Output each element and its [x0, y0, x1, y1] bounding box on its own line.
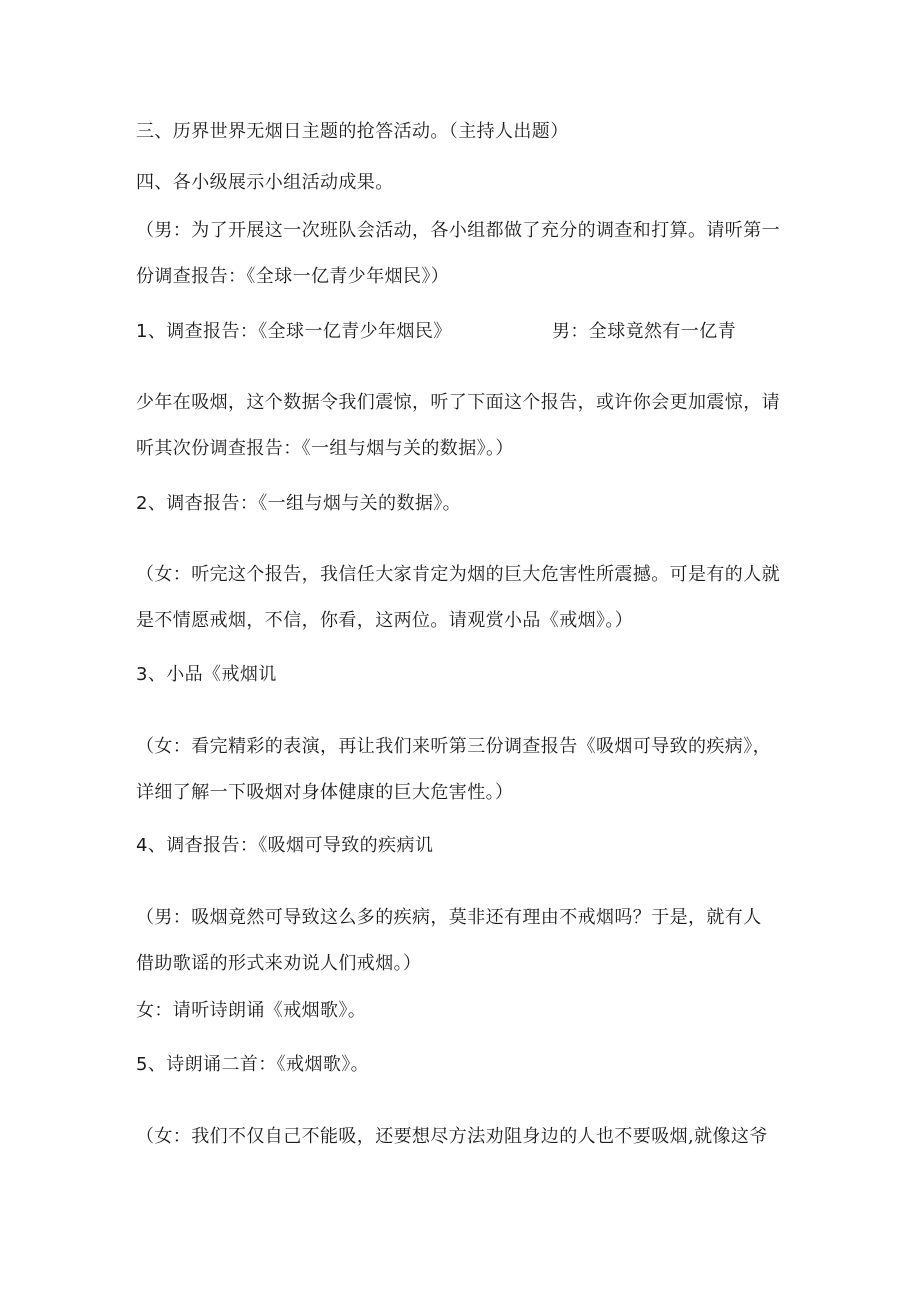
host-male-line-2: [136, 953, 421, 975]
section-three-line: [136, 121, 569, 143]
host-male-intro-line: [136, 220, 780, 242]
text-line: 、小品《戒烟讥: [147, 664, 277, 685]
text-line: 详细了解一下吸烟对身体健康的巨大危害性。）: [136, 782, 514, 803]
text-line: （女：看完精彩的表演，再让我们来听第三份调查报告《吸烟可导致的疾病》，: [136, 736, 771, 757]
text-line: （女：听完这个报告，我信任大家肯定为烟的巨大危害性所震撼。可是有的人就: [136, 564, 780, 585]
text-line: 、诗朗诵二首：《戒烟歌》。: [147, 1054, 370, 1075]
item-number: 3: [136, 664, 148, 685]
text-line: 女：请听诗朗诵《戒烟歌》。: [136, 1000, 367, 1021]
text-line: 份调查报告：《全球一亿青少年烟民》）: [136, 266, 450, 287]
item-4-line: [136, 835, 433, 857]
host-female-line: [136, 564, 780, 586]
section-four-line: [136, 172, 394, 194]
male-speaker-text: 男：全球竟然有一亿青: [552, 321, 736, 342]
host-male-line: [136, 907, 762, 929]
item-3-line: [136, 664, 277, 686]
item-1-line: [136, 321, 796, 343]
text-line: 、调查报告：《全球一亿青少年烟民》: [147, 321, 452, 342]
item-number: 1: [136, 321, 148, 342]
host-female-line: [136, 1126, 768, 1148]
item-2-line: [136, 493, 461, 515]
item-number: 2: [136, 493, 148, 514]
host-female-line-2: [136, 782, 513, 804]
item-number: 5: [136, 1054, 148, 1075]
text-line: 是不情愿戒烟，不信，你看，这两位。请观赏小品《戒烟》。）: [136, 610, 634, 631]
item-number: 4: [136, 835, 148, 856]
text-line: （女：我们不仅自己不能吸，还要想尽方法劝阻身边的人也不要吸烟,就像这爷: [136, 1126, 768, 1147]
item-5-line: [136, 1054, 369, 1076]
text-line: 三、历界世界无烟日主题的抢答活动。（主持人出题）: [136, 121, 569, 142]
host-female-line: [136, 736, 771, 758]
paragraph-line: [136, 438, 514, 460]
text-line: 、调杳报告：《一组与烟与关的数据》。: [147, 493, 462, 514]
paragraph-line: [136, 392, 780, 414]
text-line: 四、各小级展示小组活动成果。: [136, 172, 394, 193]
host-male-intro-line-2: [136, 266, 449, 288]
text-line: （男：吸烟竟然可导致这么多的疾病，莫非还有理由不戒烟吗？于是，就有人: [136, 907, 762, 928]
text-line: （男：为了开展这一次班队会活动，各小组都做了充分的调查和打算。请听第一: [136, 220, 780, 241]
text-line: 少年在吸烟，这个数据令我们震惊，听了下面这个报告，或许你会更加震惊，请: [136, 392, 780, 413]
text-line: 听其次份调查报告：《一组与烟与关的数据》。）: [136, 438, 514, 459]
text-line: 、调杳报告：《吸烟可导致的疾病讥: [147, 835, 434, 856]
text-line: 借助歌谣的形式来劝说人们戒烟。）: [136, 953, 422, 974]
host-female-line-2: [136, 610, 633, 632]
host-female-line: [136, 1000, 366, 1022]
